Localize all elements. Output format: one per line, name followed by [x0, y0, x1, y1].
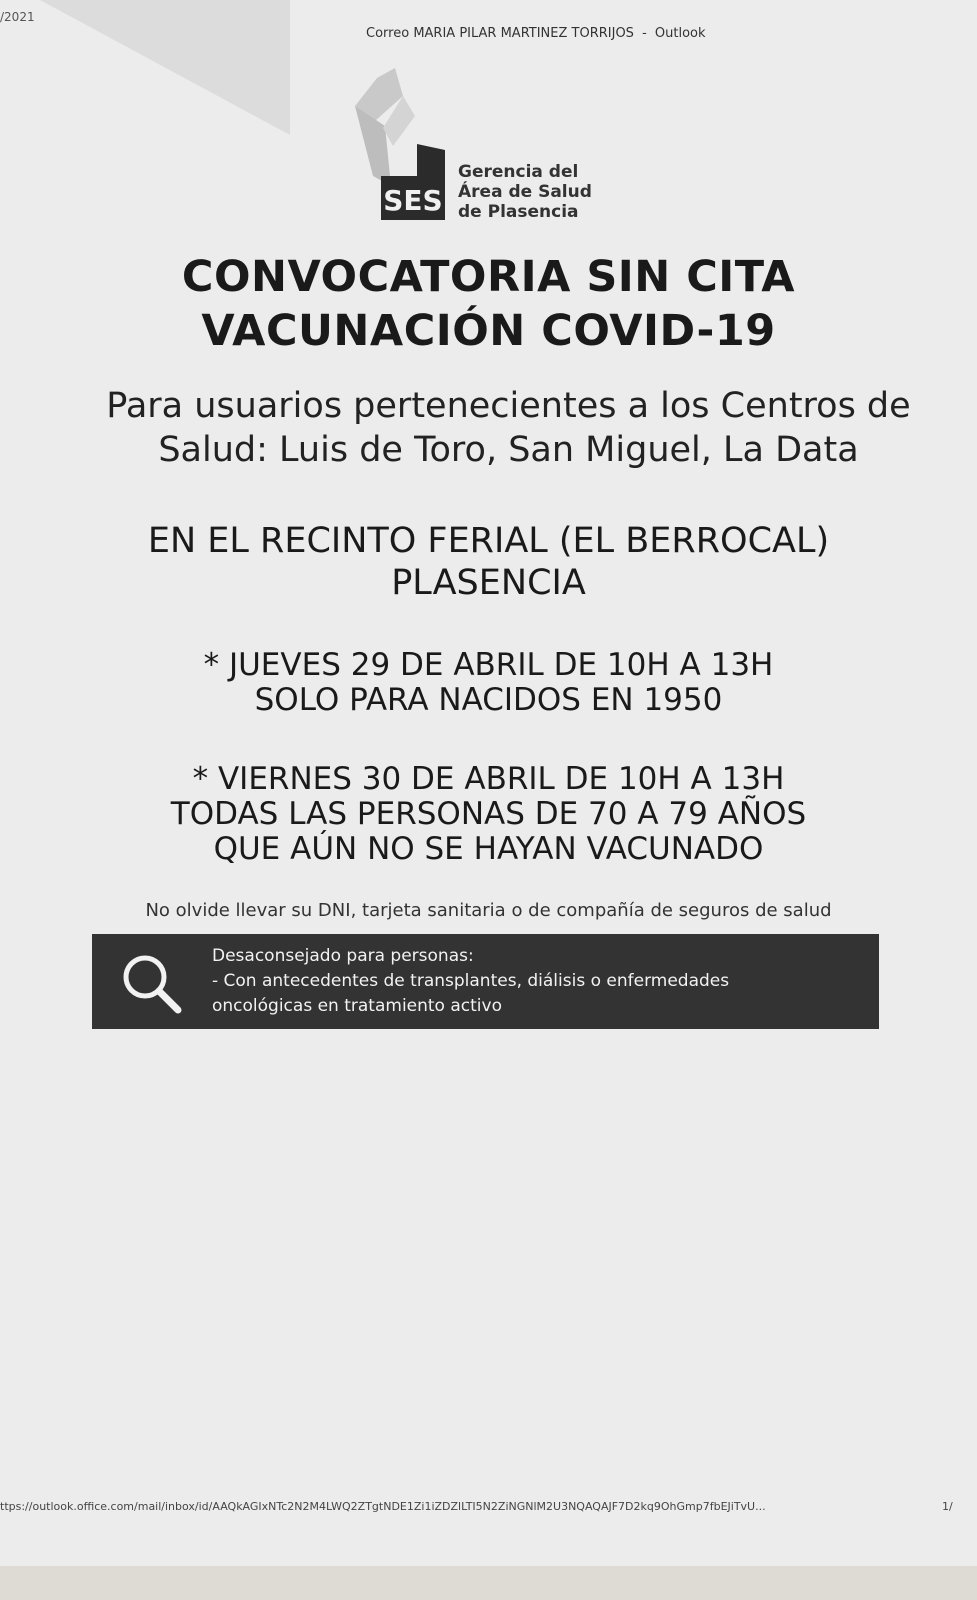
subtitle-line-1: Para usuarios pertenecientes a los Centros de [106, 386, 911, 426]
warning-text [212, 944, 729, 1019]
schedule-thursday [0, 648, 977, 718]
mail-label: Correo [366, 26, 410, 41]
venue-line-2: PLASENCIA [391, 563, 586, 603]
logo-line-1: Gerencia del [458, 162, 579, 182]
header-date: /2021 [0, 10, 35, 24]
logo-line-3: de Plasencia [458, 202, 579, 222]
footer-url: ttps://outlook.office.com/mail/inbox/id/AAQkAGIxNTc2N2M4LWQ2ZTgtNDE1Zi1iZDZlLTI5N2ZiNGNlM2U3NQAQAJF7D2kq9OhGmp7fbEJiTvU... [0, 1500, 766, 1513]
logo-acronym: SES [383, 184, 443, 217]
subtitle-line-2: Salud: Luis de Toro, San Miguel, La Data [158, 430, 859, 470]
title-line-1: CONVOCATORIA SIN CITA [181, 252, 796, 302]
warning-box [92, 934, 879, 1029]
mail-separator: - [642, 26, 647, 41]
ses-logo [355, 66, 605, 226]
schedule-friday-line-1: * VIERNES 30 DE ABRIL DE 10H A 13H [192, 761, 785, 797]
warning-line-2: - Con antecedentes de transplantes, diálisis o enfermedades [212, 971, 730, 991]
schedule-friday-line-3: QUE AÚN NO SE HAYAN VACUNADO [213, 831, 764, 867]
title-line-2: VACUNACIÓN COVID-19 [201, 306, 776, 356]
id-reminder-note: No olvide llevar su DNI, tarjeta sanitaria o de compañía de seguros de salud [145, 900, 832, 921]
mail-app: Outlook [654, 26, 706, 41]
venue-line-1: EN EL RECINTO FERIAL (EL BERROCAL) [147, 521, 830, 561]
table-surface [0, 1566, 977, 1600]
footer-page-number: 1/ [942, 1500, 953, 1513]
schedule-friday [0, 762, 977, 867]
warning-line-3: oncológicas en tratamiento activo [212, 996, 502, 1016]
warning-line-1: Desaconsejado para personas: [212, 946, 474, 966]
subtitle [40, 384, 977, 472]
schedule-thursday-line-1: * JUEVES 29 DE ABRIL DE 10H A 13H [203, 647, 774, 683]
mail-sender: MARIA PILAR MARTINEZ TORRIJOS [413, 26, 634, 41]
schedule-thursday-line-2: SOLO PARA NACIDOS EN 1950 [254, 682, 723, 718]
logo-text [458, 162, 592, 222]
schedule-friday-line-2: TODAS LAS PERSONAS DE 70 A 79 AÑOS [170, 796, 807, 832]
header-mail-line [366, 26, 706, 41]
magnifier-icon [118, 950, 184, 1016]
logo-line-2: Área de Salud [458, 182, 592, 202]
page-fold-shadow [40, 0, 290, 135]
venue [0, 520, 977, 604]
